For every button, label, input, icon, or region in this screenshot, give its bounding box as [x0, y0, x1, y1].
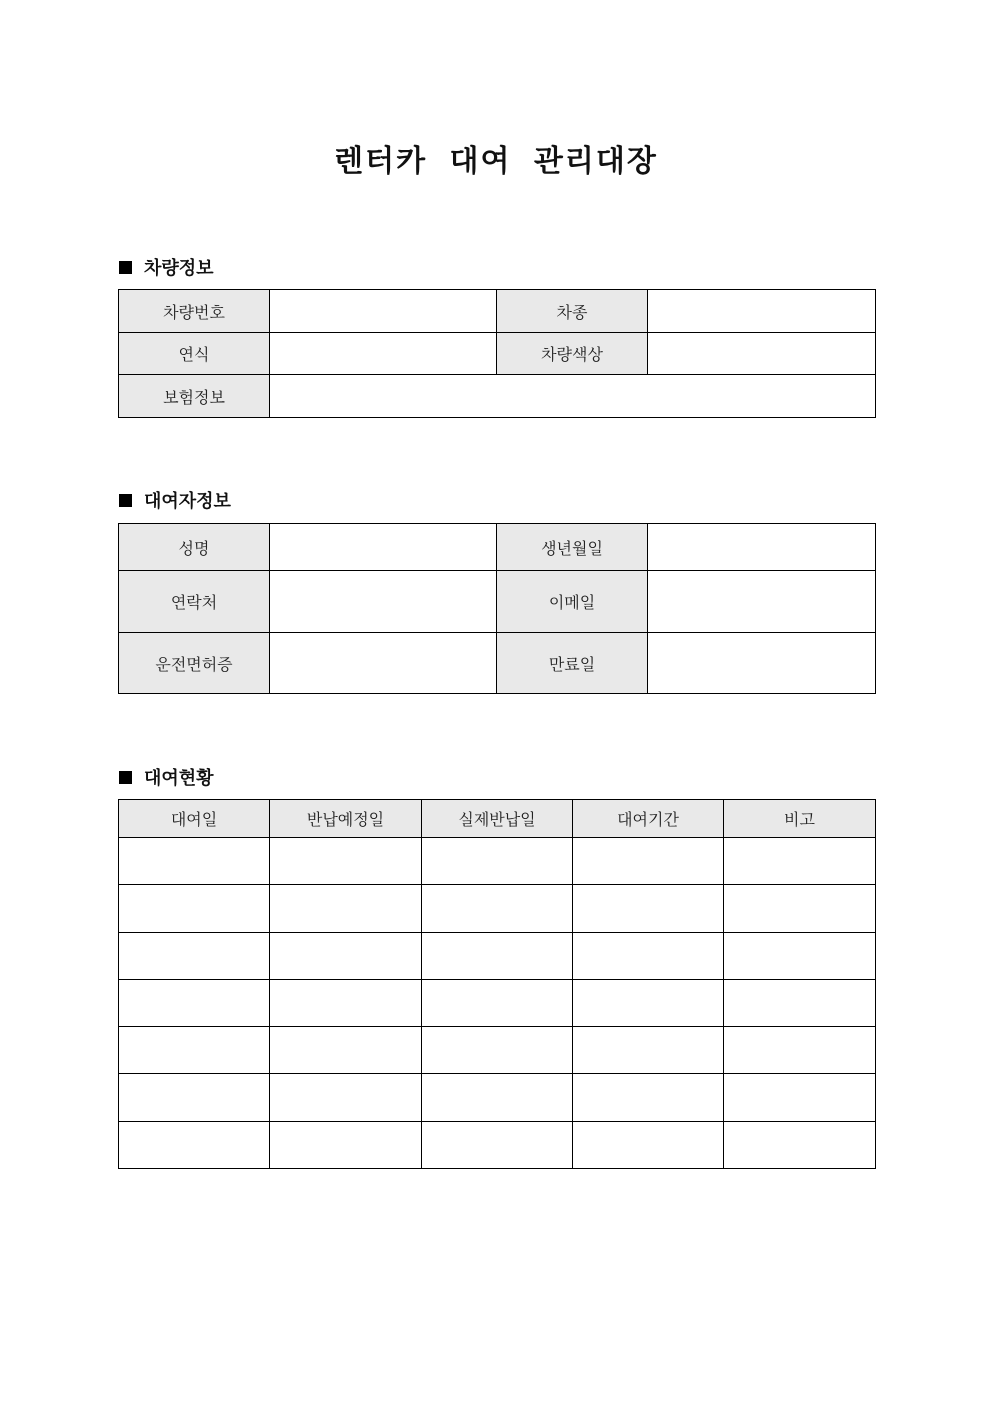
cell-due-date[interactable]	[270, 933, 422, 980]
contact-field[interactable]	[270, 571, 497, 633]
year-field[interactable]	[270, 333, 497, 375]
cell-notes[interactable]	[724, 1027, 876, 1074]
color-field[interactable]	[648, 333, 876, 375]
cell-notes[interactable]	[724, 933, 876, 980]
table-row	[119, 885, 876, 933]
cell-actual-return[interactable]	[422, 1074, 573, 1122]
renter-info-table	[118, 523, 876, 694]
insurance-field[interactable]	[270, 375, 876, 418]
email-label: 이메일	[497, 571, 648, 633]
license-field[interactable]	[270, 633, 497, 694]
rental-status-table	[118, 799, 876, 1169]
cell-due-date[interactable]	[270, 885, 422, 933]
cell-rental-period[interactable]	[573, 933, 724, 980]
cell-rental-date[interactable]	[119, 980, 270, 1027]
birth-label: 생년월일	[497, 524, 648, 571]
cell-due-date[interactable]	[270, 1027, 422, 1074]
model-label: 차종	[497, 290, 648, 333]
birth-field[interactable]	[648, 524, 876, 571]
square-bullet-icon	[119, 261, 132, 274]
column-header-rental-period: 대여기간	[573, 800, 724, 838]
cell-actual-return[interactable]	[422, 933, 573, 980]
cell-rental-date[interactable]	[119, 933, 270, 980]
cell-actual-return[interactable]	[422, 1122, 573, 1169]
column-header-notes: 비고	[724, 800, 876, 838]
cell-notes[interactable]	[724, 838, 876, 885]
cell-notes[interactable]	[724, 885, 876, 933]
table-row	[119, 838, 876, 885]
cell-actual-return[interactable]	[422, 885, 573, 933]
email-field[interactable]	[648, 571, 876, 633]
name-field[interactable]	[270, 524, 497, 571]
plate-field[interactable]	[270, 290, 497, 333]
cell-due-date[interactable]	[270, 980, 422, 1027]
cell-rental-date[interactable]	[119, 1122, 270, 1169]
column-header-rental-date: 대여일	[119, 800, 270, 838]
rental-section-heading	[119, 764, 214, 790]
cell-rental-period[interactable]	[573, 1027, 724, 1074]
vehicle-section-title: 차량정보	[144, 258, 214, 279]
insurance-label: 보험정보	[119, 375, 270, 418]
name-label: 성명	[119, 524, 270, 571]
cell-rental-date[interactable]	[119, 1027, 270, 1074]
table-row	[119, 1122, 876, 1169]
plate-label: 차량번호	[119, 290, 270, 333]
cell-rental-period[interactable]	[573, 838, 724, 885]
cell-rental-date[interactable]	[119, 838, 270, 885]
expiry-label: 만료일	[497, 633, 648, 694]
table-row	[119, 1027, 876, 1074]
cell-actual-return[interactable]	[422, 1027, 573, 1074]
cell-rental-period[interactable]	[573, 980, 724, 1027]
cell-due-date[interactable]	[270, 838, 422, 885]
cell-due-date[interactable]	[270, 1122, 422, 1169]
column-header-actual-return: 실제반납일	[422, 800, 573, 838]
cell-notes[interactable]	[724, 1074, 876, 1122]
column-header-due-date: 반납예정일	[270, 800, 422, 838]
cell-due-date[interactable]	[270, 1074, 422, 1122]
vehicle-section-heading	[119, 254, 214, 280]
renter-section-heading	[119, 487, 231, 513]
table-row	[119, 980, 876, 1027]
table-row	[119, 933, 876, 980]
vehicle-info-table	[118, 289, 876, 418]
year-label: 연식	[119, 333, 270, 375]
rental-section-title: 대여현황	[144, 768, 214, 789]
color-label: 차량색상	[497, 333, 648, 375]
cell-rental-period[interactable]	[573, 885, 724, 933]
model-field[interactable]	[648, 290, 876, 333]
contact-label: 연락처	[119, 571, 270, 633]
cell-rental-date[interactable]	[119, 885, 270, 933]
cell-notes[interactable]	[724, 980, 876, 1027]
square-bullet-icon	[119, 494, 132, 507]
document-title: 렌터카 대여 관리대장	[334, 144, 658, 179]
renter-section-title: 대여자정보	[144, 491, 231, 512]
cell-actual-return[interactable]	[422, 980, 573, 1027]
cell-rental-date[interactable]	[119, 1074, 270, 1122]
cell-rental-period[interactable]	[573, 1074, 724, 1122]
cell-actual-return[interactable]	[422, 838, 573, 885]
square-bullet-icon	[119, 771, 132, 784]
license-label: 운전면허증	[119, 633, 270, 694]
expiry-field[interactable]	[648, 633, 876, 694]
cell-rental-period[interactable]	[573, 1122, 724, 1169]
table-row	[119, 1074, 876, 1122]
cell-notes[interactable]	[724, 1122, 876, 1169]
